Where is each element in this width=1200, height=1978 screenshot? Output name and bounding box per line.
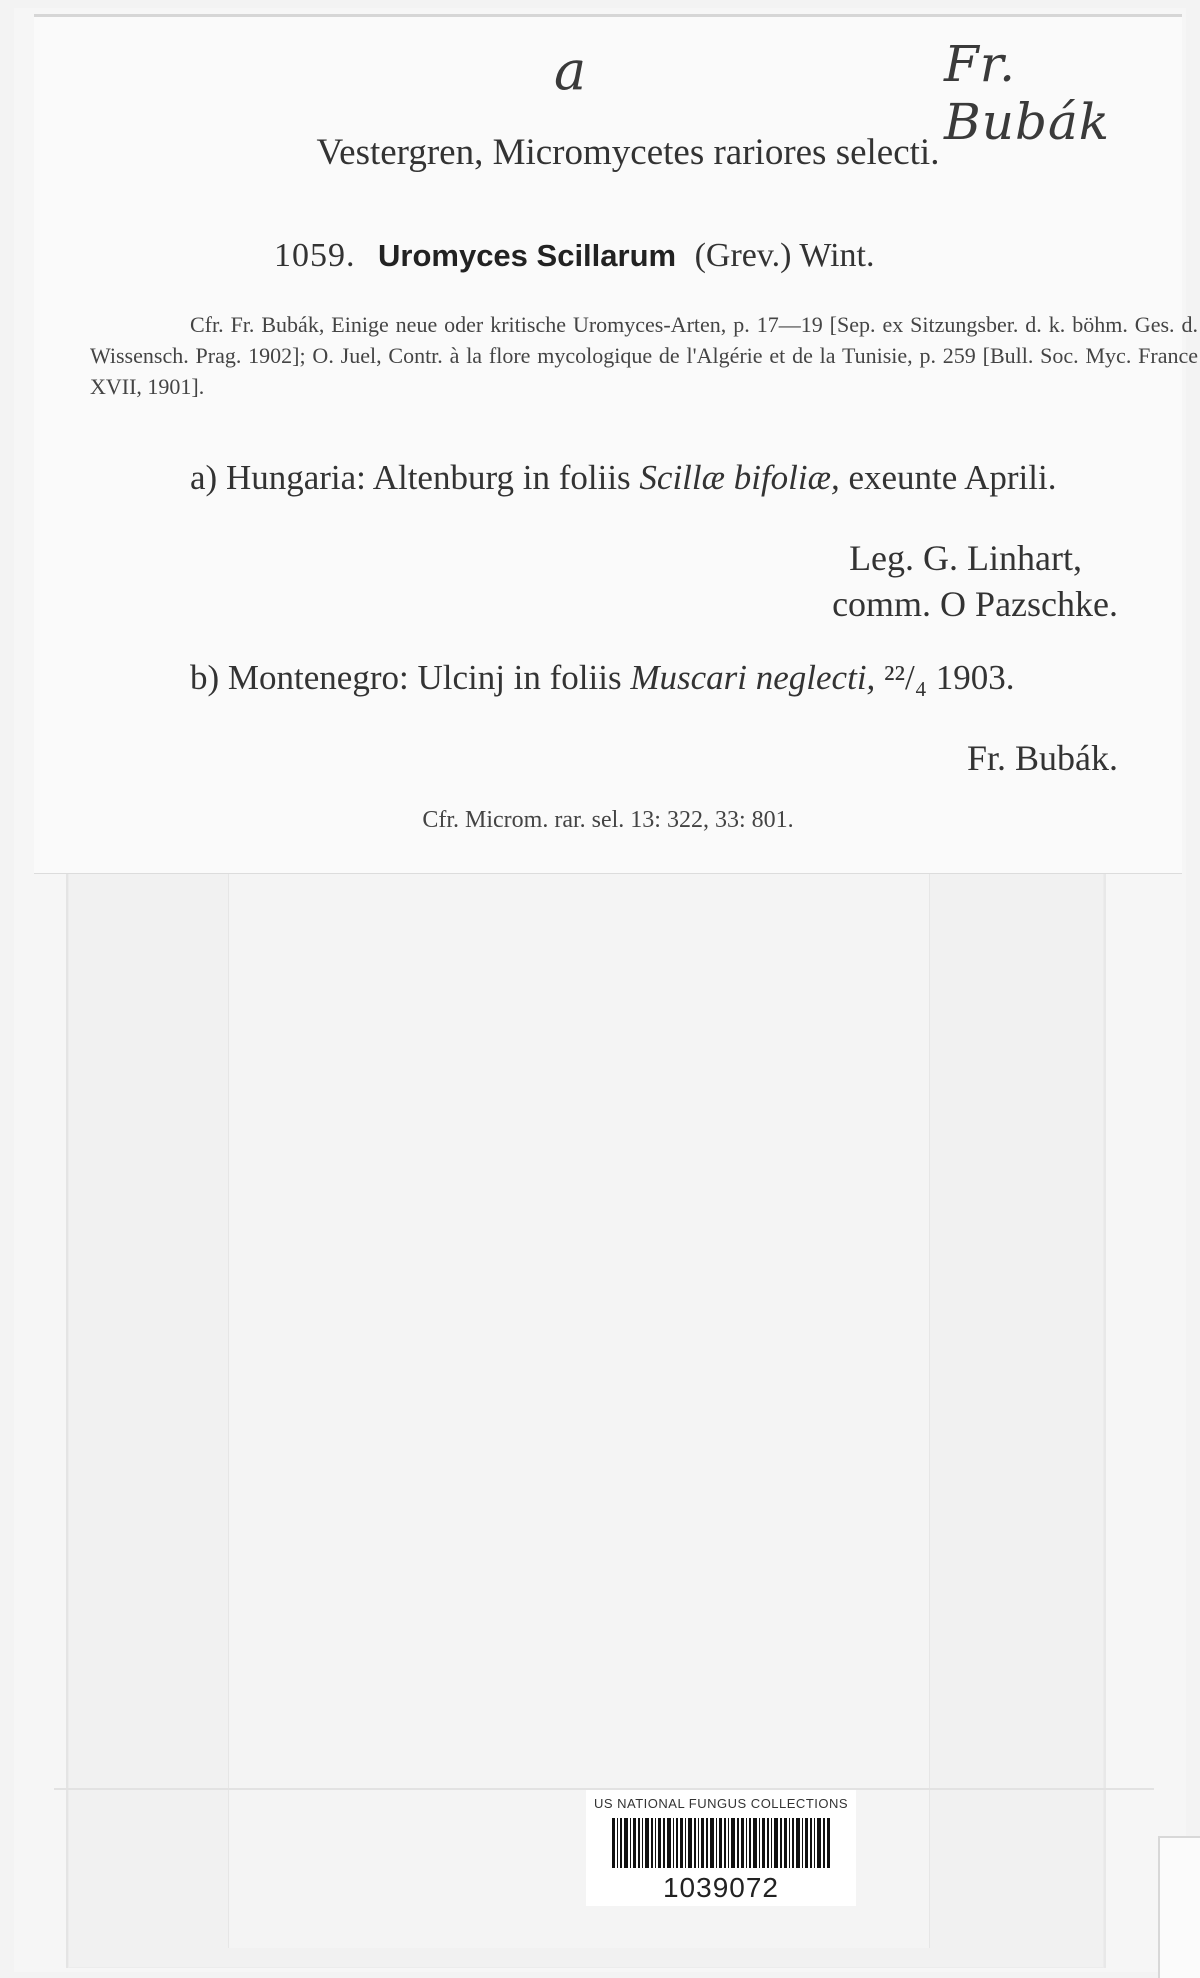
communicator-a: comm. O Pazschke. [832,584,1118,624]
barcode-label [586,1790,856,1906]
sheet-edge-tab [1158,1836,1200,1978]
locality-b [90,655,1198,701]
species-authority: (Grev.) Wint. [694,237,875,274]
locality-a-date: exeunte Aprili. [848,458,1057,497]
series-title: Vestergren, Micromycetes rariores selecti. [316,132,940,173]
locality-b-date: ²²/₄ 1903. [884,658,1015,697]
exsiccata-number: 1059. [274,237,356,274]
handwritten-letter: a [554,39,587,102]
collector-b: Fr. Bubák. [966,738,1118,778]
specimen-label [34,14,1198,873]
barcode-number: 1039072 [662,1872,779,1903]
barcode-header: US NATIONAL FUNGUS COLLECTIONS [593,1796,849,1811]
locality-a-host: Scillæ bifoliæ, [639,458,840,497]
literature-citation: Cfr. Fr. Bubák, Einige neue oder kritische Uromyces-Arten, p. 17—19 [Sep. ex Sitzungsber. d. k. böhm. Ges. d. Wissensch. Prag. 1902]; O. Juel, Contr. à la flore mycologique de l'Algérie et de la Tunisie, p. 259 [Bull. Soc. Myc. France XVII, 1901]. [90,312,1198,399]
locality-a-text: a) Hungaria: Altenburg in foliis [190,458,631,497]
collector-a: Leg. G. Linhart, [849,538,1082,578]
cross-reference-citation: Cfr. Microm. rar. sel. 13: 322, 33: 801. [422,807,794,833]
locality-b-text: b) Montenegro: Ulcinj in foliis [190,658,622,697]
locality-a [90,455,1198,501]
species-name: Uromyces Scillarum [378,238,677,273]
packet-flap [228,868,930,1948]
handwritten-signature: Fr. Bubák [944,35,1111,151]
locality-b-host: Muscari neglecti, [630,658,876,697]
species-line [274,237,875,275]
barcode-icon [612,1818,830,1868]
